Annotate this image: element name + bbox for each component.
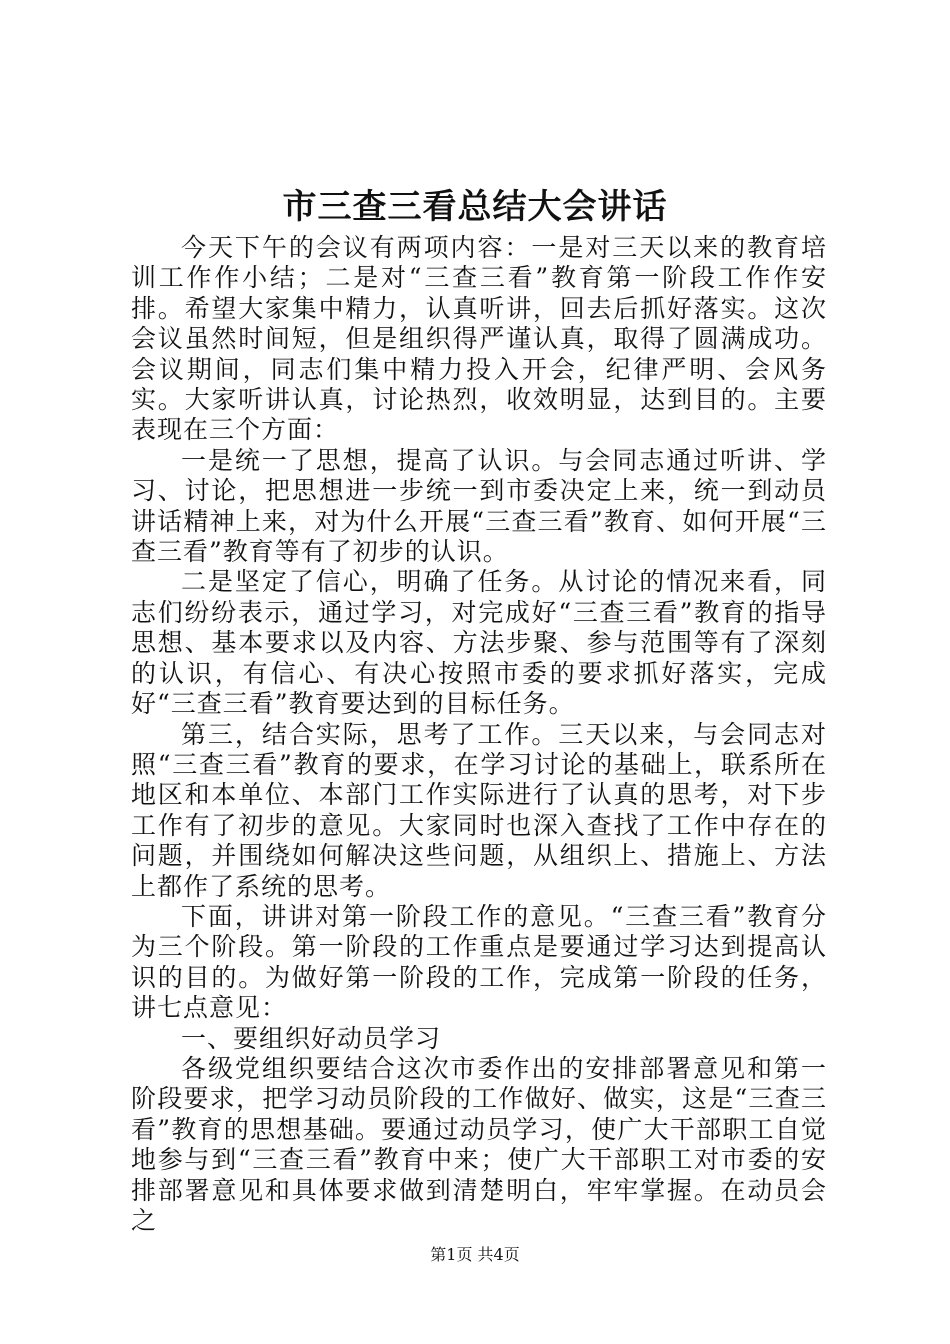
paragraph-intro: 今天下午的会议有两项内容：一是对三天以来的教育培训工作作小结；二是对“三查三看”教育第一阶段工作作安排。希望大家集中精力，认真听讲，回去后抓好落实。这次会议虽然时间短，但是组织得严谨认真，取得了圆满成功。会议期间，同志们集中精力投入开会，纪律严明、会风务实。大家听讲认真，讨论热烈，收效明显，达到目的。主要表现在三个方面： — [131, 233, 827, 445]
paragraph-point-two: 二是坚定了信心，明确了任务。从讨论的情况来看，同志们纷纷表示，通过学习，对完成好“三查三看”教育的指导思想、基本要求以及内容、方法步聚、参与范围等有了深刻的认识，有信心、有决心按照市委的要求抓好落实，完成好“三查三看”教育要达到的目标任务。 — [131, 567, 827, 719]
document-body — [131, 233, 827, 1236]
document-title: 市三查三看总结大会讲话 — [282, 187, 668, 227]
section-heading-mobilization: 一、要组织好动员学习 — [181, 1023, 442, 1053]
paragraph-stage-one-opinions: 下面，讲讲对第一阶段工作的意见。“三查三看”教育分为三个阶段。第一阶段的工作重点是要通过学习达到提高认识的目的。为做好第一阶段的工作，完成第一阶段的任务，讲七点意见： — [131, 901, 827, 1023]
paragraph-mobilization: 各级党组织要结合这次市委作出的安排部署意见和第一阶段要求，把学习动员阶段的工作做好、做实，这是“三查三看”教育的思想基础。要通过动员学习，使广大干部职工自觉地参与到“三查三看”教育中来；使广大干部职工对市委的安排部署意见和具体要求做到清楚明白，牢牢掌握。在动员会之 — [131, 1053, 827, 1235]
paragraph-point-three: 第三，结合实际，思考了工作。三天以来，与会同志对照“三查三看”教育的要求，在学习讨论的基础上，联系所在地区和本单位、本部门工作实际进行了认真的思考，对下步工作有了初步的意见。大家同时也深入查找了工作中存在的问题，并围绕如何解决这些问题，从组织上、措施上、方法上都作了系统的思考。 — [131, 719, 827, 901]
page-footer: 第1页 共4页 — [430, 1245, 520, 1264]
paragraph-point-one: 一是统一了思想，提高了认识。与会同志通过听讲、学习、讨论，把思想进一步统一到市委决定上来，统一到动员讲话精神上来，对为什么开展“三查三看”教育、如何开展“三查三看”教育等有了初步的认识。 — [131, 445, 827, 567]
